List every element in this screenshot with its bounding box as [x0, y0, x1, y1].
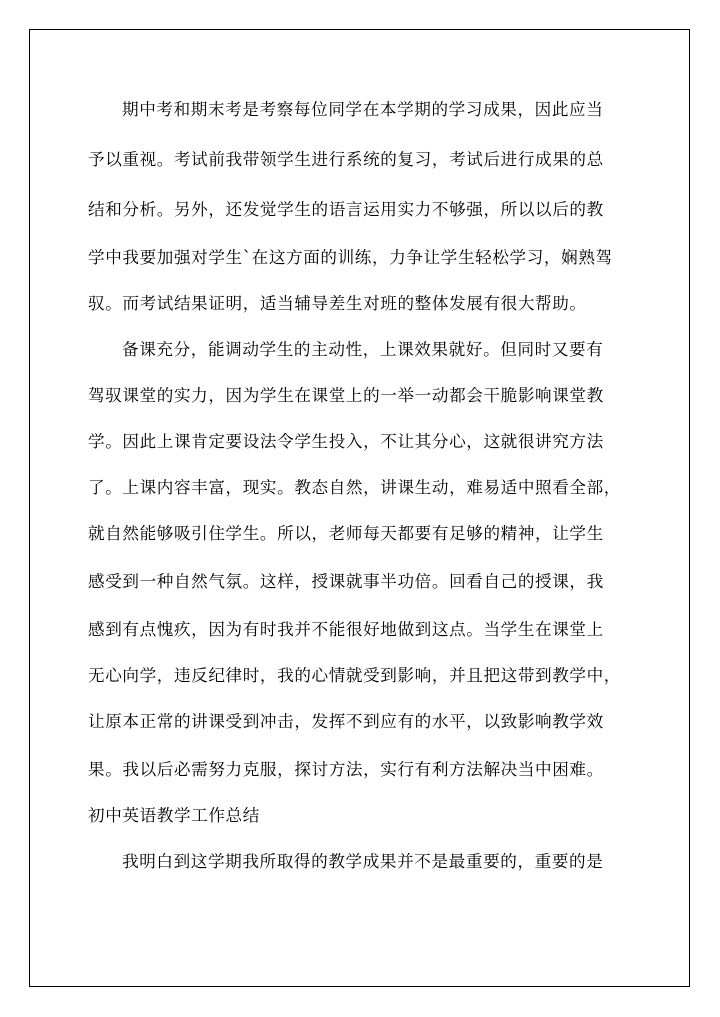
paragraph-line: 了。上课内容丰富，现实。教态自然，讲课生动，难易适中照看全部，	[88, 478, 622, 497]
page-border	[29, 29, 690, 987]
section-heading: 初中英语教学工作总结	[88, 806, 260, 825]
paragraph-line: 果。我以后必需努力克服，探讨方法，实行有利方法解决当中困难。	[88, 760, 604, 779]
paragraph-line: 学中我要加强对学生`在这方面的训练，力争让学生轻松学习，娴熟驾	[88, 248, 613, 267]
paragraph-line: 感到有点愧疚，因为有时我并不能很好地做到这点。当学生在课堂上	[88, 620, 604, 639]
paragraph-line: 学。因此上课肯定要设法令学生投入，不让其分心，这就很讲究方法	[88, 432, 604, 451]
paragraph-line: 我明白到这学期我所取得的教学成果并不是最重要的，重要的是	[122, 852, 604, 871]
paragraph-line: 驭。而考试结果证明，适当辅导差生对班的整体发展有很大帮助。	[88, 294, 587, 313]
paragraph-line: 让原本正常的讲课受到冲击，发挥不到应有的水平，以致影响教学效	[88, 712, 604, 731]
paragraph-line: 备课充分，能调动学生的主动性，上课效果就好。但同时又要有	[122, 340, 604, 359]
paragraph-line: 期中考和期末考是考察每位同学在本学期的学习成果，因此应当	[122, 100, 604, 119]
paragraph-line: 感受到一种自然气氛。这样，授课就事半功倍。回看自己的授课，我	[88, 572, 604, 591]
paragraph-line: 予以重视。考试前我带领学生进行系统的复习，考试后进行成果的总	[88, 150, 604, 169]
paragraph-line: 驾驭课堂的实力，因为学生在课堂上的一举一动都会干脆影响课堂教	[88, 386, 604, 405]
paragraph-line: 结和分析。另外，还发觉学生的语言运用实力不够强，所以以后的教	[88, 200, 604, 219]
paragraph-line: 就自然能够吸引住学生。所以，老师每天都要有足够的精神，让学生	[88, 524, 604, 543]
paragraph-line: 无心向学，违反纪律时，我的心情就受到影响，并且把这带到教学中，	[88, 666, 622, 685]
